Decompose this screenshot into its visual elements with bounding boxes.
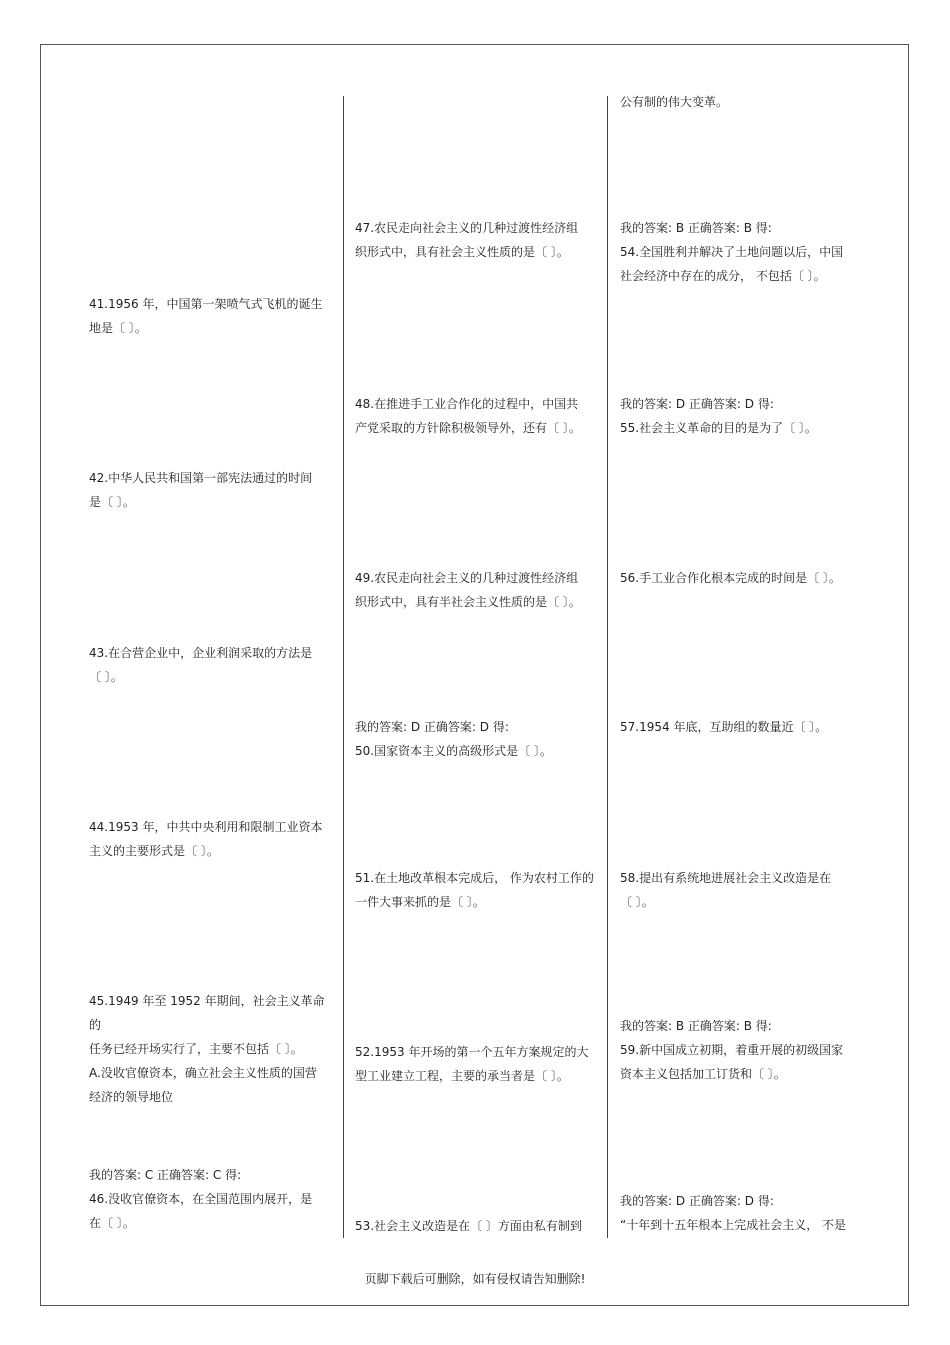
answer-line: 我的答案: D 正确答案: D 得: [355, 720, 509, 734]
column-right [620, 0, 865, 1345]
question-text: 47.农民走向社会主义的几种过渡性经济组 织形式中，具有社会主义性质的是〔 〕。 [355, 221, 579, 259]
answer-line: 我的答案: D 正确答案: D 得: [620, 1194, 774, 1208]
answer-line: 我的答案: C 正确答案: C 得: [89, 1168, 242, 1182]
question-text: 52.1953 年开场的第一个五年方案规定的大 型工业建立工程，主要的承当者是〔 〕。 [355, 1045, 589, 1083]
question-text: 44.1953 年，中共中央利用和限制工业资本 主义的主要形式是〔 〕。 [89, 820, 323, 858]
question-block [355, 715, 597, 763]
question-text: 48.在推进手工业合作化的过程中，中国共 产党采取的方针除积极领导外，还有〔 〕。 [355, 397, 581, 435]
question-text: 51.在土地改革根本完成后， 作为农村工作的 一件大事来抓的是〔 〕。 [355, 871, 594, 909]
question-block [355, 566, 597, 614]
question-block [355, 392, 597, 440]
question-text: 54.全国胜利并解决了土地问题以后，中国 社会经济中存在的成分， 不包括〔 〕。 [620, 245, 844, 283]
question-block [89, 292, 329, 340]
question-block [620, 90, 865, 114]
question-block [620, 216, 865, 288]
question-text: 41.1956 年，中国第一架喷气式飞机的诞生 地是〔 〕。 [89, 297, 323, 335]
answer-line: 我的答案: B 正确答案: B 得: [620, 1019, 772, 1033]
column-divider [343, 96, 344, 1238]
question-block [89, 989, 329, 1109]
question-text: “十年到十五年根本上完成社会主义， 不是 [620, 1218, 847, 1232]
question-text: 53.社会主义改造是在〔 〕方面由私有制到 [355, 1219, 582, 1233]
question-text: 55.社会主义革命的目的是为了〔 〕。 [620, 421, 817, 435]
question-block [355, 1214, 597, 1238]
question-block [89, 641, 329, 689]
question-block [620, 566, 865, 590]
question-text: 58.提出有系统地进展社会主义改造是在 〔 〕。 [620, 871, 832, 909]
question-block [89, 1163, 329, 1235]
question-text: 公有制的伟大变革。 [620, 95, 729, 109]
column-divider [607, 96, 608, 1238]
page-footer: 页脚下载后可删除，如有侵权请告知删除! [364, 1272, 586, 1286]
question-text: 57.1954 年底，互助组的数量近〔 〕。 [620, 720, 828, 734]
question-block [355, 866, 597, 914]
question-text: 50.国家资本主义的高级形式是〔 〕。 [355, 744, 552, 758]
question-block [355, 216, 597, 264]
answer-line: 我的答案: B 正确答案: B 得: [620, 221, 772, 235]
question-block [620, 866, 865, 914]
question-text: 56.手工业合作化根本完成的时间是〔 〕。 [620, 571, 841, 585]
question-text: 42.中华人民共和国第一部宪法通过的时间 是〔 〕。 [89, 471, 313, 509]
column-left [89, 0, 329, 1345]
question-text: 49.农民走向社会主义的几种过渡性经济组 织形式中，具有半社会主义性质的是〔 〕。 [355, 571, 581, 609]
question-text: 45.1949 年至 1952 年期间，社会主义革命的 任务已经开场实行了，主要不包括〔 〕。 A.没收官僚资本，确立社会主义性质的国营 经济的领导地位 [89, 994, 325, 1104]
column-middle [355, 0, 597, 1345]
question-block [89, 815, 329, 863]
question-block [89, 466, 329, 514]
question-text: 43.在合营企业中，企业利润采取的方法是 〔 〕。 [89, 646, 313, 684]
question-text: 46.没收官僚资本，在全国范围内展开，是 在〔 〕。 [89, 1192, 313, 1230]
answer-line: 我的答案: D 正确答案: D 得: [620, 397, 774, 411]
question-block [620, 1014, 865, 1086]
question-block [355, 1040, 597, 1088]
question-text: 59.新中国成立初期，着重开展的初级国家 资本主义包括加工订货和〔 〕。 [620, 1043, 844, 1081]
question-block [620, 715, 865, 739]
question-block [620, 392, 865, 440]
question-block [620, 1189, 865, 1237]
